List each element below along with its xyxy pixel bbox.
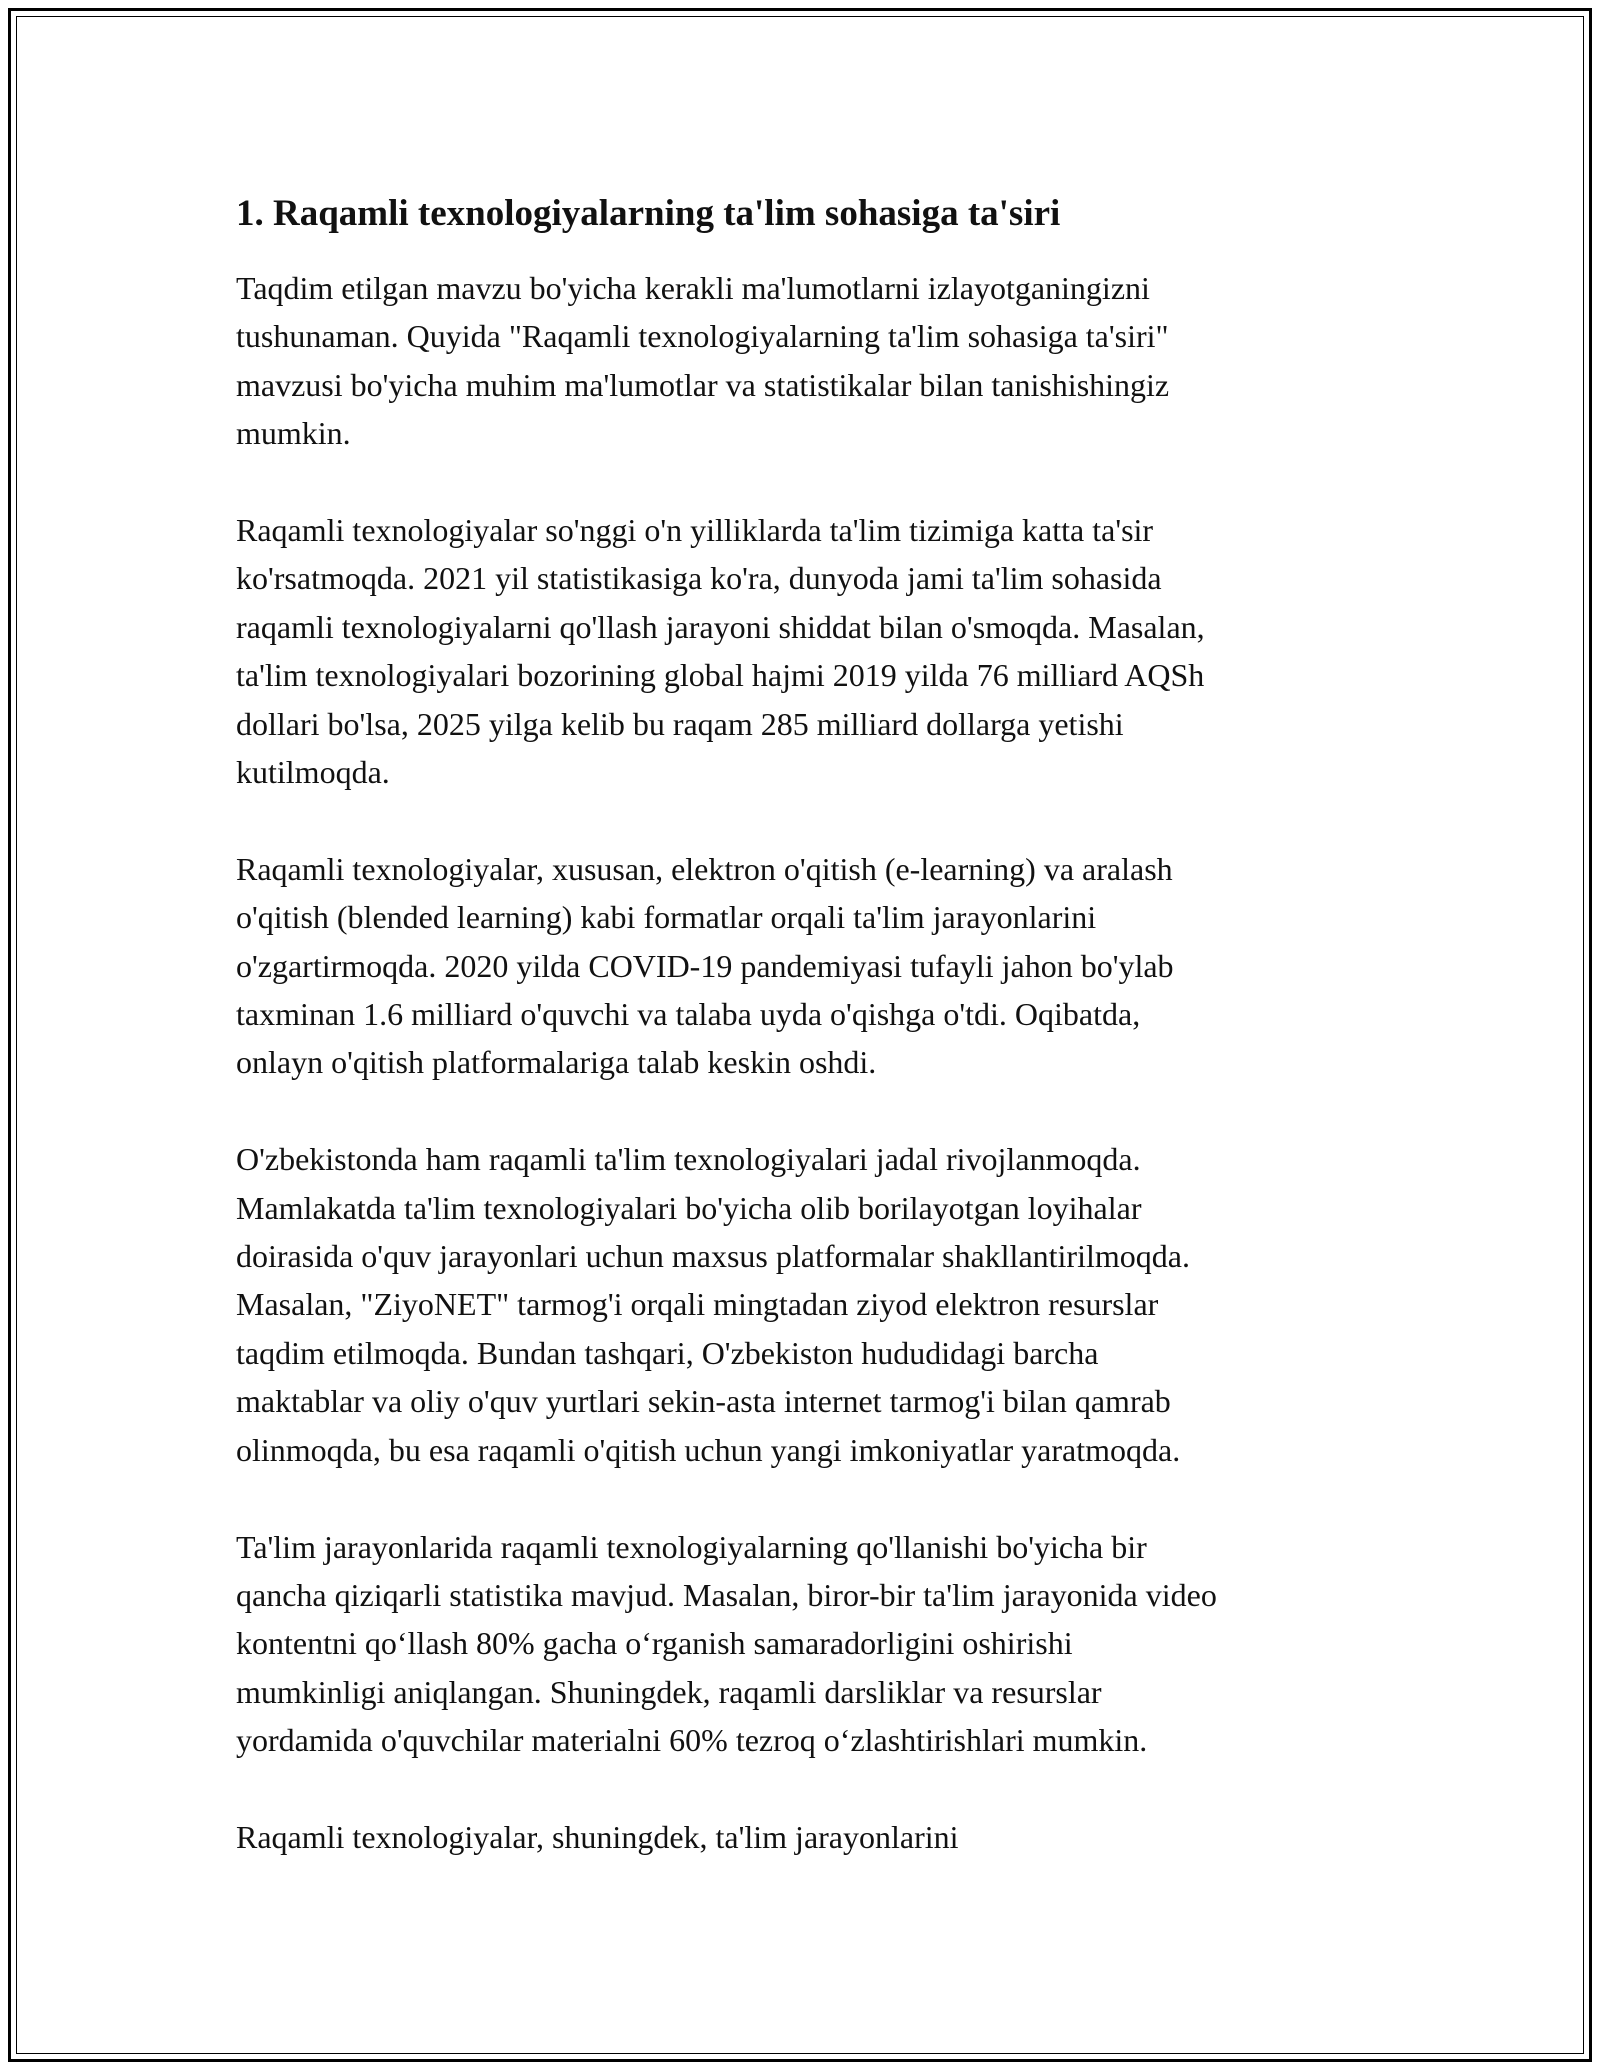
paragraph-statistics	[236, 1523, 1376, 1765]
paragraph-line: tushunaman. Quyida "Raqamli texnologiyalarning ta'lim sohasiga ta'siri"	[236, 318, 1169, 355]
paragraph-line: dollari bo'lsa, 2025 yilga kelib bu raqam 285 milliard dollarga yetishi	[236, 705, 1124, 742]
paragraph-line: mumkin.	[236, 415, 351, 452]
paragraph-line: Raqamli texnologiyalar, shuningdek, ta'lim jarayonlarini	[236, 1818, 959, 1855]
paragraph-line: o'qitish (blended learning) kabi formatlar orqali ta'lim jarayonlarini	[236, 899, 1097, 936]
document-body	[236, 190, 1376, 1910]
paragraph-line: Ta'lim jarayonlarida raqamli texnologiyalarning qo'llanishi bo'yicha bir	[236, 1528, 1147, 1565]
document-title: 1. Raqamli texnologiyalarning ta'lim sohasiga ta'siri	[236, 193, 1061, 234]
paragraph-line: yordamida o'quvchilar materialni 60% tezroq o‘zlashtirishlari mumkin.	[236, 1722, 1148, 1759]
paragraph-line: Taqdim etilgan mavzu bo'yicha kerakli ma'lumotlarni izlayotganingizni	[236, 270, 1150, 306]
paragraph-intro	[236, 264, 1376, 458]
paragraph-line: Masalan, "ZiyoNET" tarmog'i orqali mingtadan ziyod elektron resurslar	[236, 1286, 1159, 1323]
paragraph-line: taxminan 1.6 milliard o'quvchi va talaba uyda o'qishga o'tdi. Oqibatda,	[236, 996, 1141, 1033]
paragraph-line: doirasida o'quv jarayonlari uchun maxsus platformalar shakllantirilmoqda.	[236, 1238, 1190, 1275]
paragraph-line: Raqamli texnologiyalar so'nggi o'n yilliklarda ta'lim tizimiga katta ta'sir	[236, 512, 1154, 549]
paragraph-elearning	[236, 845, 1376, 1087]
paragraph-line: olinmoqda, bu esa raqamli o'qitish uchun yangi imkoniyatlar yaratmoqda.	[236, 1431, 1181, 1468]
paragraph-line: taqdim etilmoqda. Bundan tashqari, O'zbekiston hududidagi barcha	[236, 1334, 1099, 1371]
paragraph-line: O'zbekistonda ham raqamli ta'lim texnologiyalari jadal rivojlanmoqda.	[236, 1141, 1141, 1178]
paragraph-uzbekistan	[236, 1135, 1376, 1474]
paragraph-line: o'zgartirmoqda. 2020 yilda COVID-19 pandemiyasi tufayli jahon bo'ylab	[236, 947, 1174, 984]
paragraph-line: kutilmoqda.	[236, 754, 390, 791]
paragraph-line: qancha qiziqarli statistika mavjud. Masalan, biror-bir ta'lim jarayonida video	[236, 1576, 1217, 1613]
paragraph-line: kontentni qo‘llash 80% gacha o‘rganish samaradorligini oshirishi	[236, 1625, 1073, 1662]
paragraph-line: Mamlakatda ta'lim texnologiyalari bo'yicha olib borilayotgan loyihalar	[236, 1189, 1142, 1226]
paragraph-line: ta'lim texnologiyalari bozorining global hajmi 2019 yilda 76 milliard AQSh	[236, 657, 1205, 694]
paragraph-line: Raqamli texnologiyalar, xususan, elektron o'qitish (e-learning) va aralash	[236, 850, 1173, 887]
paragraph-line: maktablar va oliy o'quv yurtlari sekin-asta internet tarmog'i bilan qamrab	[236, 1383, 1171, 1420]
paragraph-line: onlayn o'qitish platformalariga talab keskin oshdi.	[236, 1044, 877, 1081]
paragraph-line: mumkinligi aniqlangan. Shuningdek, raqamli darsliklar va resurslar	[236, 1673, 1102, 1710]
paragraph-market-size	[236, 506, 1376, 796]
paragraph-truncated	[236, 1813, 1376, 1861]
paragraph-line: mavzusi bo'yicha muhim ma'lumotlar va statistikalar bilan tanishishingiz	[236, 366, 1170, 403]
paragraph-line: raqamli texnologiyalarni qo'llash jarayoni shiddat bilan o'smoqda. Masalan,	[236, 608, 1205, 645]
paragraph-line: ko'rsatmoqda. 2021 yil statistikasiga ko'ra, dunyoda jami ta'lim sohasida	[236, 560, 1162, 597]
